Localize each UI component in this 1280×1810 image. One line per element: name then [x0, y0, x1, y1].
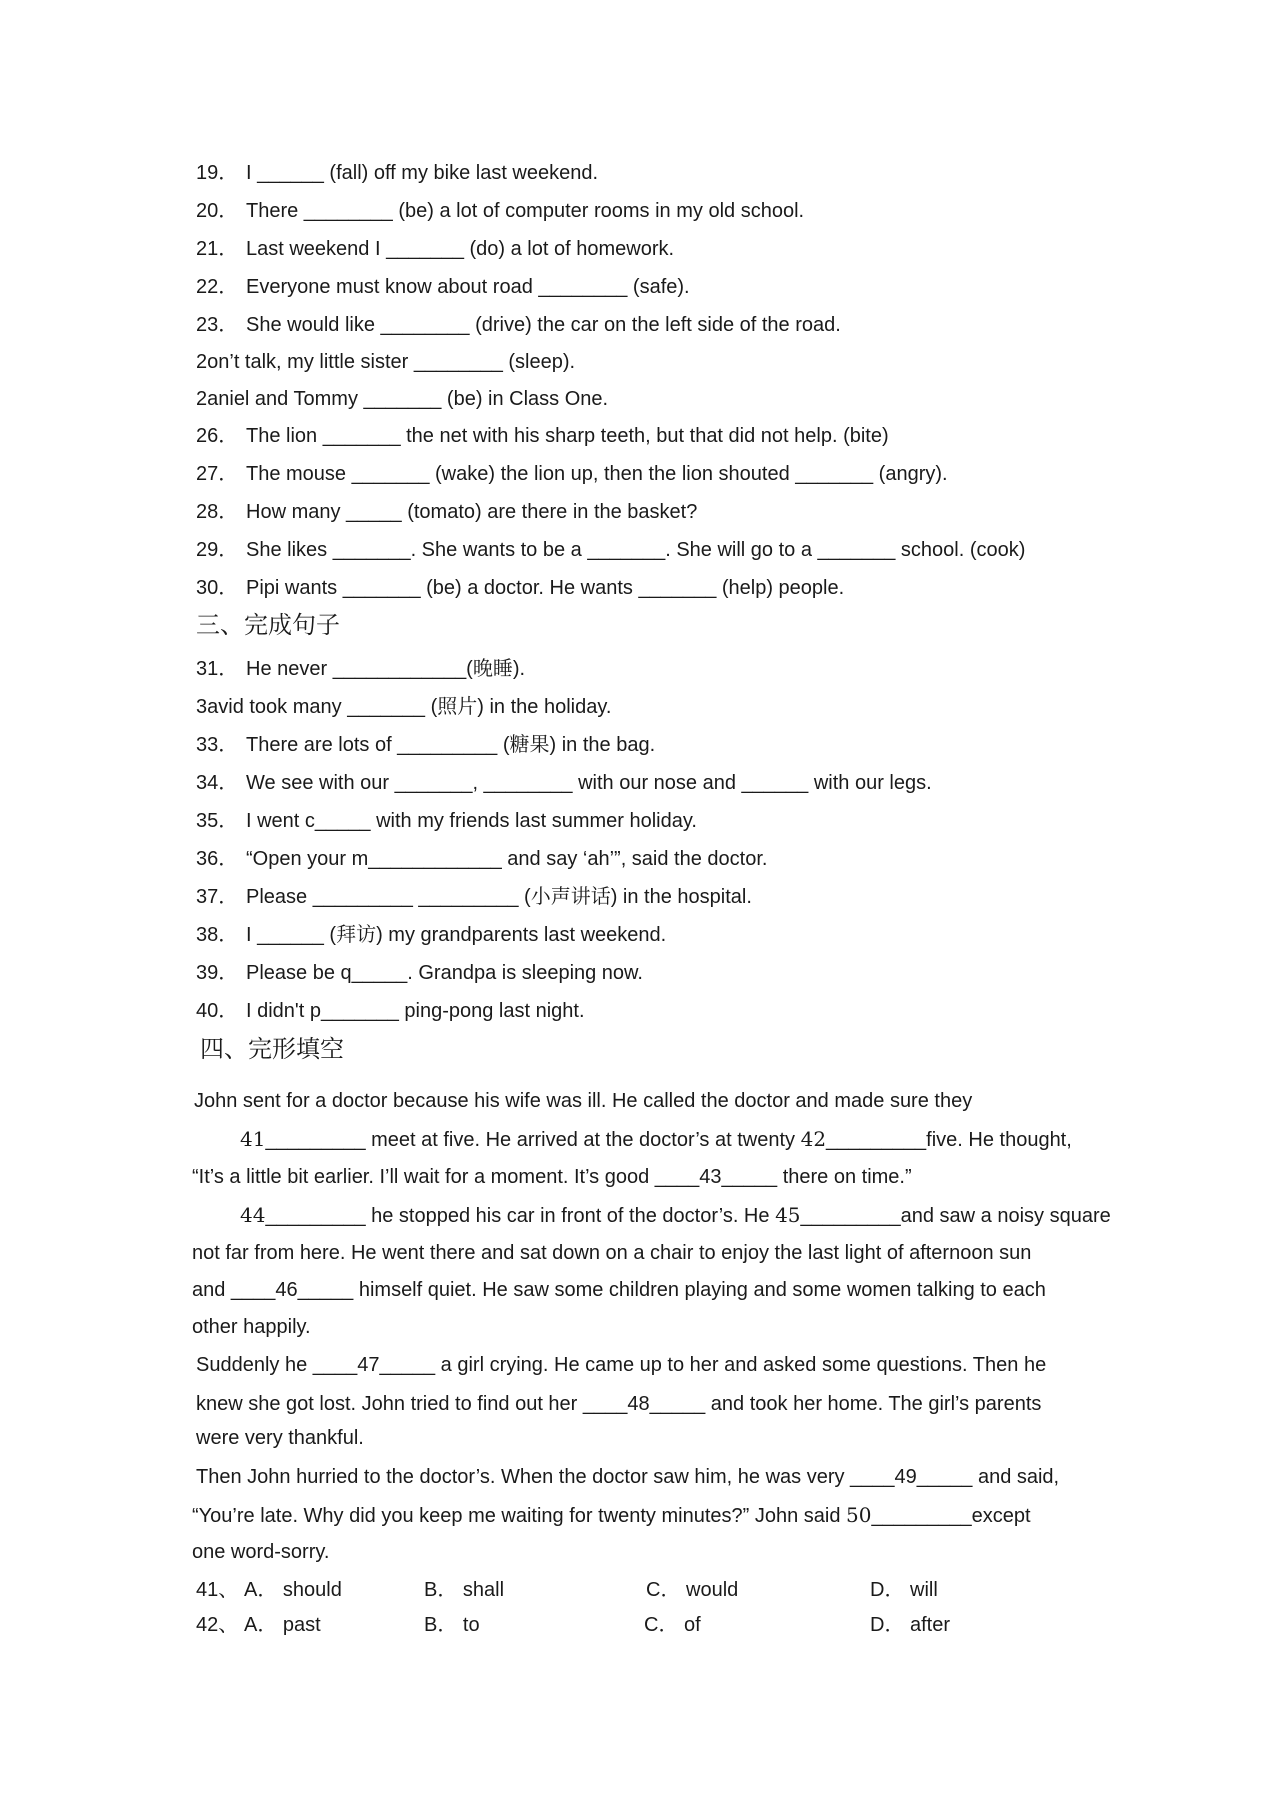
question-text: Please be q_____. Grandpa is sleeping now. [246, 962, 643, 984]
question-34 [196, 770, 932, 796]
passage-text: _________ he stopped his car in front of the doctor’s. He [265, 1205, 776, 1227]
passage-line-4 [240, 1202, 1111, 1229]
option-number: 42、 [196, 1614, 239, 1636]
option-b: B． shall [424, 1579, 505, 1601]
question-number: 26． [196, 425, 239, 447]
question-30 [196, 575, 844, 601]
question-number: 38． [196, 924, 239, 946]
passage-line-8: Suddenly he ____47_____ a girl crying. He came up to her and asked some questions. Then he [196, 1354, 1047, 1376]
question-number: 33． [196, 734, 239, 756]
question-39 [196, 960, 643, 986]
passage-line-7: other happily. [192, 1316, 311, 1338]
question-number: 20． [196, 200, 239, 222]
question-number: 35． [196, 810, 239, 832]
blank-number: 45 [775, 1203, 801, 1227]
passage-text: _________and saw a noisy square [800, 1205, 1111, 1227]
question-number: 39． [196, 962, 239, 984]
question-number: 21． [196, 238, 239, 260]
section-4-title: 四、完形填空 [200, 1035, 344, 1063]
blank-number: 42 [800, 1127, 827, 1151]
question-35 [196, 808, 697, 834]
question-29 [196, 537, 1025, 563]
question-text: 2aniel and Tommy _______ (be) in Class One. [196, 388, 609, 410]
blank-number: 50 [846, 1503, 872, 1527]
question-number: 28． [196, 501, 239, 523]
question-text: I ______ (fall) off my bike last weekend. [246, 162, 599, 184]
question-24 [196, 349, 575, 375]
question-text: Everyone must know about road ________ (safe). [246, 276, 690, 298]
question-32 [196, 694, 611, 720]
question-text: I didn't p_______ ping-pong last night. [246, 1000, 585, 1022]
question-26 [196, 423, 889, 449]
question-number: 27． [196, 463, 239, 485]
question-text: Last weekend I _______ (do) a lot of homework. [246, 238, 675, 260]
question-number: 23． [196, 314, 239, 336]
question-text: “Open your m____________ and say ‘ah’”, said the doctor. [246, 848, 768, 870]
section-3-title: 三、完成句子 [196, 611, 340, 639]
option-a: A． should [244, 1579, 342, 1601]
passage-text: _________ meet at five. He arrived at the doctor’s at twenty [265, 1129, 801, 1151]
passage-line-5: not far from here. He went there and sat down on a chair to enjoy the last light of afternoon sun [192, 1242, 1032, 1264]
question-27 [196, 461, 948, 487]
question-38 [196, 922, 666, 948]
question-text: 3avid took many _______ (照片) in the holiday. [196, 696, 612, 718]
question-number: 34． [196, 772, 239, 794]
passage-line-11: Then John hurried to the doctor’s. When the doctor saw him, he was very ____49_____ and said, [196, 1466, 1060, 1488]
question-23 [196, 312, 841, 338]
question-text: He never ____________(晚睡). [246, 658, 526, 680]
option-number: 41、 [196, 1579, 239, 1601]
question-number: 31． [196, 658, 239, 680]
option-d: D． after [870, 1614, 951, 1636]
question-text: She likes _______. She wants to be a _______. She will go to a _______ school. (cook) [246, 539, 1026, 561]
question-37 [196, 884, 752, 910]
question-31 [196, 656, 525, 682]
passage-text: _________five. He thought, [826, 1129, 1072, 1151]
question-text: We see with our _______, ________ with our nose and ______ with our legs. [246, 772, 932, 794]
question-number: 40． [196, 1000, 239, 1022]
question-number: 30． [196, 577, 239, 599]
question-text: The lion _______ the net with his sharp teeth, but that did not help. (bite) [246, 425, 889, 447]
question-22 [196, 274, 690, 300]
question-number: 29． [196, 539, 239, 561]
question-19 [196, 160, 598, 186]
passage-text: “You’re late. Why did you keep me waiting for twenty minutes?” John said [192, 1505, 847, 1527]
question-number: 22． [196, 276, 239, 298]
question-text: I ______ (拜访) my grandparents last weekend. [246, 924, 667, 946]
question-21 [196, 236, 674, 262]
option-a: A． past [244, 1614, 321, 1636]
option-c: C． would [646, 1579, 739, 1601]
question-text: There are lots of _________ (糖果) in the bag. [246, 734, 656, 756]
question-text: 2on’t talk, my little sister ________ (sleep). [196, 351, 576, 373]
passage-line-1: John sent for a doctor because his wife was ill. He called the doctor and made sure they [194, 1090, 973, 1112]
option-b: B． to [424, 1614, 480, 1636]
passage-line-9: knew she got lost. John tried to find out her ____48_____ and took her home. The girl’s parents [196, 1393, 1042, 1415]
question-text: The mouse _______ (wake) the lion up, then the lion shouted _______ (angry). [246, 463, 948, 485]
passage-line-3: “It’s a little bit earlier. I’ll wait for a moment. It’s good ____43_____ there on time.” [192, 1166, 912, 1188]
question-25 [196, 386, 608, 412]
passage-line-6: and ____46_____ himself quiet. He saw some children playing and some women talking to each [192, 1279, 1046, 1301]
question-40 [196, 998, 585, 1024]
question-number: 19． [196, 162, 239, 184]
question-text: Pipi wants _______ (be) a doctor. He wants _______ (help) people. [246, 577, 845, 599]
passage-text: _________except [871, 1505, 1031, 1527]
blank-number: 41 [240, 1127, 266, 1151]
passage-line-13: one word-sorry. [192, 1541, 330, 1563]
question-number: 37． [196, 886, 239, 908]
question-text: There ________ (be) a lot of computer rooms in my old school. [246, 200, 805, 222]
passage-line-10: were very thankful. [196, 1427, 364, 1449]
passage-line-12 [192, 1502, 1031, 1529]
question-20 [196, 198, 804, 224]
question-number: 36． [196, 848, 239, 870]
question-36 [196, 846, 767, 872]
passage-line-2 [240, 1126, 1072, 1153]
question-text: She would like ________ (drive) the car on the left side of the road. [246, 314, 841, 336]
question-text: How many _____ (tomato) are there in the basket? [246, 501, 698, 523]
option-d: D． will [870, 1579, 938, 1601]
question-33 [196, 732, 655, 758]
blank-number: 44 [240, 1203, 266, 1227]
option-c: C． of [644, 1614, 701, 1636]
question-text: Please _________ _________ (小声讲话) in the hospital. [246, 886, 752, 908]
question-text: I went c_____ with my friends last summer holiday. [246, 810, 697, 832]
question-28 [196, 499, 697, 525]
